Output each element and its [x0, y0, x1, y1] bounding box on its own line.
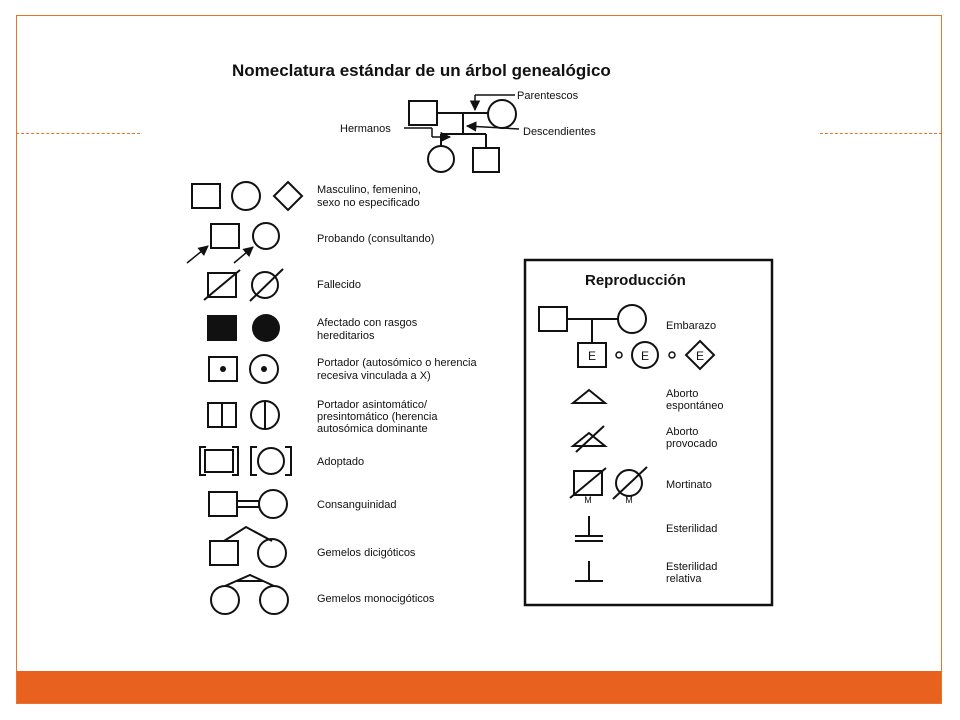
svg-text:Esterilidad	[666, 523, 717, 535]
separator-dot-icon	[616, 352, 622, 358]
reproduccion-label: Aborto	[666, 388, 699, 400]
embryo-letter: E	[587, 349, 597, 363]
father-square	[409, 101, 437, 125]
legend-labels	[317, 184, 477, 605]
svg-text:Afectado con rasgoshereditario	[317, 317, 418, 342]
deceased-slash-icon	[204, 270, 240, 300]
stillbirth-letter: M	[625, 495, 633, 505]
mother-circle	[488, 100, 516, 128]
legend-label: Adoptado	[317, 456, 365, 468]
reproduccion-label: Aborto	[666, 426, 699, 438]
legend-row-gemelos-monocigoticos	[211, 575, 288, 614]
legend-row-consanguinidad	[209, 490, 287, 518]
reproduccion-box	[525, 260, 772, 605]
female-circle-icon	[232, 182, 260, 210]
legend-label: sexo no especificado	[317, 197, 420, 209]
stillbirth-letter: M	[584, 495, 592, 505]
daughter-circle	[428, 146, 454, 172]
svg-text:Adoptado	[317, 456, 364, 468]
embryo-letter: E	[640, 349, 650, 363]
label-descendientes: Descendientes	[523, 126, 596, 138]
descendientes-arrow	[467, 126, 519, 129]
diagram-title: Nomeclatura estándar de un árbol genealógico	[232, 61, 611, 80]
svg-text:Masculino, femenino,sexo no es	[317, 184, 421, 209]
reproduccion-label: Esterilidad	[666, 561, 718, 573]
svg-text:Gemelos dicigóticos	[317, 547, 416, 559]
reproduccion-label: espontáneo	[666, 400, 724, 412]
probando-square-icon	[211, 224, 239, 248]
embarazo-mother-circle-icon	[618, 305, 646, 333]
svg-text:Fallecido	[317, 279, 361, 291]
monozygotic-circle-icon	[260, 586, 288, 614]
reproduccion-panel	[525, 260, 772, 605]
legend-label: Portador asintomático/	[317, 399, 428, 411]
unspecified-diamond-icon	[274, 182, 302, 210]
monozygotic-circle-icon	[211, 586, 239, 614]
legend-label: Masculino, femenino,	[317, 184, 421, 196]
reproduccion-label: provocado	[666, 438, 718, 450]
reproduccion-label: relativa	[666, 573, 702, 585]
legend-label: Gemelos monocigóticos	[317, 593, 435, 605]
legend-label: Consanguinidad	[317, 499, 397, 511]
consanguinity-circle-icon	[259, 490, 287, 518]
affected-square-icon	[208, 316, 236, 340]
label-hermanos: Hermanos	[340, 123, 391, 135]
carrier-dot-icon	[220, 366, 226, 372]
embryo-letter: E	[695, 349, 705, 363]
probando-arrow-icon	[187, 246, 208, 263]
probando-circle-icon	[253, 223, 279, 249]
legend-label: Gemelos dicigóticos	[317, 547, 416, 559]
reproduccion-label: Embarazo	[666, 320, 717, 332]
legend-label: Probando (consultando)	[317, 233, 435, 245]
male-square-icon	[192, 184, 220, 208]
svg-text:Esterilidadrelativa	[666, 561, 717, 585]
adopted-bracket-icon	[251, 447, 257, 475]
svg-text:Abortoprovocado	[666, 426, 717, 450]
stillbirth-slash-icon	[570, 468, 606, 498]
legend-label: Afectado con rasgos	[317, 317, 418, 329]
legend-row-portador-asintomatico	[208, 401, 279, 429]
probando-arrow-icon	[234, 247, 253, 263]
svg-text:Gemelos monocigóticos	[317, 593, 435, 605]
legend-row-gemelos-dicigoticos	[210, 527, 286, 567]
adopted-bracket-icon	[285, 447, 291, 475]
svg-text:Portador asintomático/presinto	[317, 399, 438, 435]
reproduccion-title: Reproducción	[585, 272, 686, 289]
family-tree-example	[340, 90, 596, 172]
carrier-dot-icon	[261, 366, 267, 372]
svg-text:Consanguinidad	[317, 499, 397, 511]
legend-label: Fallecido	[317, 279, 362, 291]
legend-row-portador	[209, 355, 278, 383]
legend-label: Portador (autosómico o herencia	[317, 357, 477, 369]
embarazo-father-square-icon	[539, 307, 567, 331]
reproduccion-label: Mortinato	[666, 479, 712, 491]
svg-text:Abortoespontáneo	[666, 388, 724, 412]
spontaneous-abortion-triangle-icon	[573, 390, 605, 403]
legend-label: recesiva vinculada a X)	[317, 370, 431, 382]
svg-text:Mortinato	[666, 479, 712, 491]
svg-text:Embarazo	[666, 320, 716, 332]
legend-row-probando	[187, 223, 279, 263]
legend-label: hereditarios	[317, 330, 375, 342]
legend-row-fallecido	[204, 269, 283, 301]
dizygotic-twin-lines-icon	[224, 527, 272, 541]
reproduccion-label: Esterilidad	[666, 523, 718, 535]
legend-row-afectado	[208, 314, 280, 342]
label-parentescos: Parentescos	[517, 90, 579, 102]
legend-row-adoptado	[200, 447, 291, 475]
svg-text:Probando (consultando)	[317, 233, 434, 245]
legend-label: autosómica dominante	[317, 423, 428, 435]
legend-label: presintomático (herencia	[317, 411, 438, 423]
consanguinity-square-icon	[209, 492, 237, 516]
dizygotic-circle-icon	[258, 539, 286, 567]
separator-dot-icon	[669, 352, 675, 358]
adopted-circle-icon	[258, 448, 284, 474]
adopted-square-icon	[205, 450, 233, 472]
dizygotic-square-icon	[210, 541, 238, 565]
affected-circle-icon	[252, 314, 280, 342]
legend-row-sexes	[192, 182, 302, 210]
son-square	[473, 148, 499, 172]
svg-text:Portador (autosómico o herenci	[317, 357, 477, 382]
